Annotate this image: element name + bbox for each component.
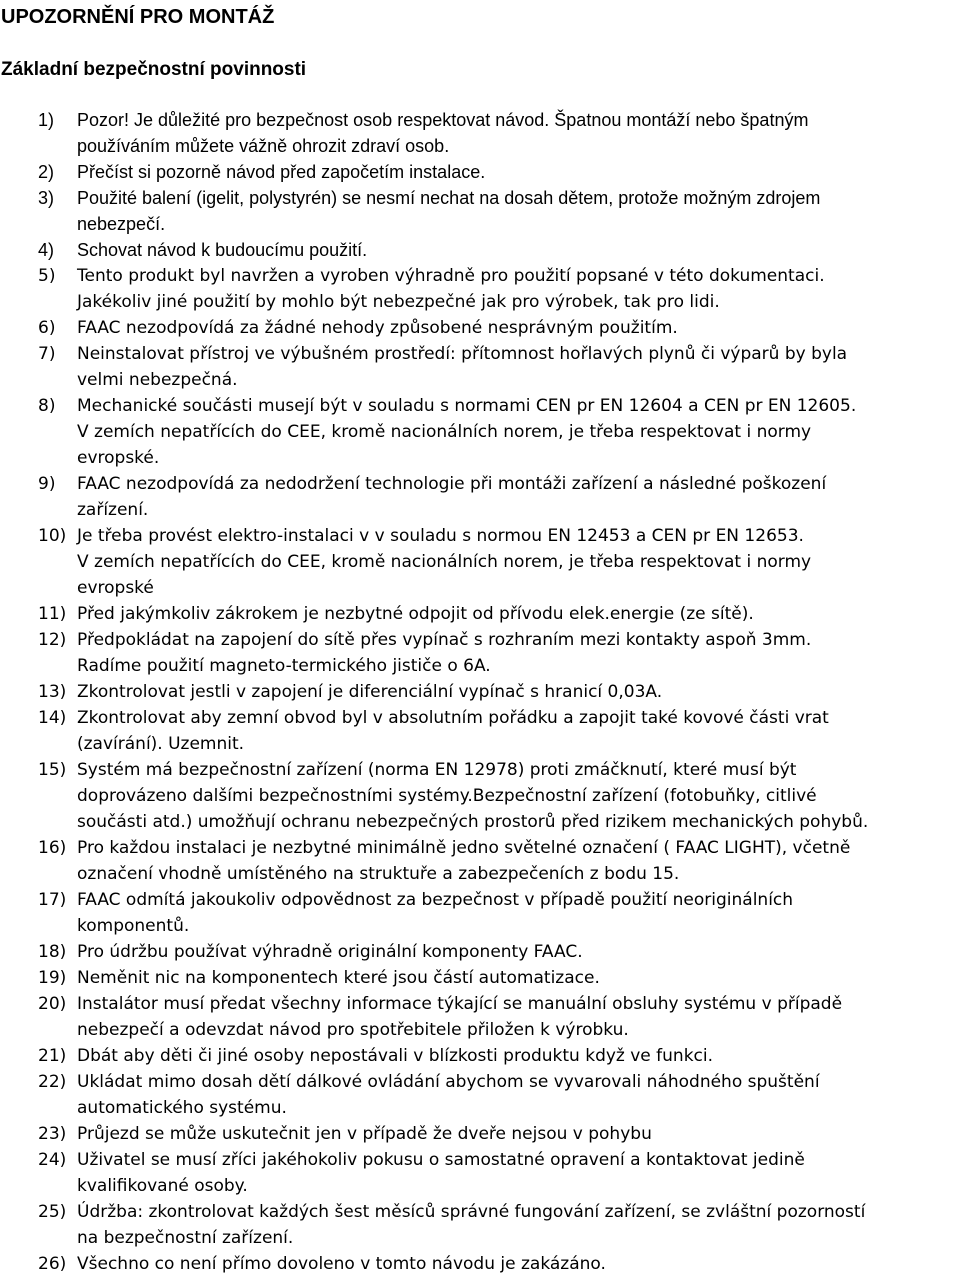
list-item-text bbox=[77, 263, 960, 315]
list-item-text bbox=[77, 107, 960, 159]
list-item-line: na bezpečnostní zařízení. bbox=[77, 1228, 294, 1248]
list-item-text bbox=[77, 159, 960, 185]
list-item-line: používáním můžete vážně ohrozit zdraví osob. bbox=[77, 136, 450, 156]
list-item-text bbox=[77, 341, 960, 393]
list-item bbox=[0, 1043, 960, 1069]
list-item-line: Předpokládat na zapojení do sítě přes vypínač s rozhraním mezi kontakty aspoň 3mm. bbox=[77, 630, 812, 650]
list-item-line: Zkontrolovat jestli v zapojení je diferenciální vypínač s hranicí 0,03A. bbox=[77, 682, 663, 702]
list-item-line: doprovázeno dalšími bezpečnostními systémy.Bezpečnostní zařízení (fotobuňky, citlivé bbox=[77, 786, 817, 806]
list-item bbox=[0, 1199, 960, 1251]
list-item-line: FAAC nezodpovídá za žádné nehody způsobené nesprávným použitím. bbox=[77, 318, 678, 338]
list-item-number: 4) bbox=[38, 240, 55, 260]
list-item-text bbox=[77, 887, 960, 939]
list-item-text bbox=[77, 1251, 960, 1277]
list-item-text bbox=[77, 757, 960, 835]
list-item-line: Pozor! Je důležité pro bezpečnost osob respektovat návod. Špatnou montáží nebo špatným bbox=[77, 110, 809, 130]
list-item-line: Schovat návod k budoucímu použití. bbox=[77, 240, 368, 260]
list-item bbox=[0, 159, 960, 185]
list-item-number: 2) bbox=[38, 162, 55, 182]
section-heading: Základní bezpečnostní povinnosti bbox=[1, 59, 307, 80]
list-item-number: 14) bbox=[38, 708, 67, 728]
list-item-text bbox=[77, 705, 960, 757]
list-item bbox=[0, 887, 960, 939]
list-item-line: evropské bbox=[77, 578, 154, 598]
list-item-number: 8) bbox=[38, 396, 56, 416]
list-item-number: 15) bbox=[38, 760, 67, 780]
list-item-line: Je třeba provést elektro-instalaci v v souladu s normou EN 12453 a CEN pr EN 12653. bbox=[77, 526, 804, 546]
list-item-line: Uživatel se musí zříci jakéhokoliv pokusu o samostatné opravení a kontaktovat jedině bbox=[77, 1150, 805, 1170]
list-item-number: 7) bbox=[38, 344, 56, 364]
list-item-line: nebezpečí a odevzdat návod pro spotřebitele přiložen k výrobku. bbox=[77, 1020, 629, 1040]
list-item-line: Všechno co není přímo dovoleno v tomto návodu je zakázáno. bbox=[77, 1254, 606, 1274]
list-item bbox=[0, 1147, 960, 1199]
list-item-number: 26) bbox=[38, 1254, 67, 1274]
list-item-number: 11) bbox=[38, 604, 67, 624]
list-item-line: označení vhodně umístěného na struktuře a zabezpečeních z bodu 15. bbox=[77, 864, 680, 884]
list-item-text bbox=[77, 1043, 960, 1069]
list-item-line: V zemích nepatřících do CEE, kromě nacionálních norem, je třeba respektovat i normy bbox=[77, 422, 812, 442]
list-item-number: 16) bbox=[38, 838, 67, 858]
list-item-number: 20) bbox=[38, 994, 67, 1014]
list-item-text bbox=[77, 991, 960, 1043]
list-item-line: zařízení. bbox=[77, 500, 149, 520]
list-item-line: Použité balení (igelit, polystyrén) se nesmí nechat na dosah dětem, protože možným zdrojem bbox=[77, 188, 821, 208]
list-item-text bbox=[77, 523, 960, 601]
list-item-line: Před jakýmkoliv zákrokem je nezbytné odpojit od přívodu elek.energie (ze sítě). bbox=[77, 604, 754, 624]
list-item-text bbox=[77, 1069, 960, 1121]
list-item bbox=[0, 1121, 960, 1147]
list-item-line: součásti atd.) umožňují ochranu nebezpečných prostorů před rizikem mechanických pohybů. bbox=[77, 812, 869, 832]
list-item-text bbox=[77, 627, 960, 679]
list-item-line: Pro údržbu používat výhradně originální komponenty FAAC. bbox=[77, 942, 583, 962]
list-item bbox=[0, 341, 960, 393]
list-item bbox=[0, 627, 960, 679]
list-item-text bbox=[77, 315, 960, 341]
list-item-text bbox=[77, 601, 960, 627]
list-item-text bbox=[77, 1147, 960, 1199]
list-item-line: komponentů. bbox=[77, 916, 190, 936]
list-item bbox=[0, 237, 960, 263]
list-item-text bbox=[77, 835, 960, 887]
list-item-line: Ukládat mimo dosah dětí dálkové ovládání abychom se vyvarovali náhodného spuštění bbox=[77, 1072, 820, 1092]
list-item-text bbox=[77, 185, 960, 237]
list-item-line: evropské. bbox=[77, 448, 160, 468]
list-item-line: FAAC odmítá jakoukoliv odpovědnost za bezpečnost v případě použití neoriginálních bbox=[77, 890, 794, 910]
list-item-text bbox=[77, 679, 960, 705]
list-item-line: Neinstalovat přístroj ve výbušném prostředí: přítomnost hořlavých plynů či výparů by byla bbox=[77, 344, 848, 364]
list-item bbox=[0, 315, 960, 341]
list-item-line: velmi nebezpečná. bbox=[77, 370, 238, 390]
list-item-line: Údržba: zkontrolovat každých šest měsíců správné fungování zařízení, se zvláštní pozorností bbox=[77, 1202, 866, 1222]
list-item bbox=[0, 523, 960, 601]
list-item bbox=[0, 471, 960, 523]
list-item-number: 12) bbox=[38, 630, 67, 650]
list-item-line: Pro každou instalaci je nezbytné minimálně jedno světelné označení ( FAAC LIGHT), včetně bbox=[77, 838, 851, 858]
list-item bbox=[0, 965, 960, 991]
list-item-line: automatického systému. bbox=[77, 1098, 287, 1118]
list-item-line: nebezpečí. bbox=[77, 214, 166, 234]
list-item-number: 3) bbox=[38, 188, 55, 208]
list-item-text bbox=[77, 1199, 960, 1251]
list-item-line: kvalifikované osoby. bbox=[77, 1176, 248, 1196]
list-item-line: Neměnit nic na komponentech které jsou částí automatizace. bbox=[77, 968, 600, 988]
list-item-number: 19) bbox=[38, 968, 67, 988]
list-item bbox=[0, 991, 960, 1043]
list-item-line: Mechanické součásti musejí být v souladu s normami CEN pr EN 12604 a CEN pr EN 12605. bbox=[77, 396, 857, 416]
list-item bbox=[0, 679, 960, 705]
safety-rules-list bbox=[0, 107, 960, 1277]
list-item bbox=[0, 1069, 960, 1121]
list-item-line: Instalátor musí předat všechny informace týkající se manuální obsluhy systému v případě bbox=[77, 994, 843, 1014]
list-item-number: 13) bbox=[38, 682, 67, 702]
list-item-line: Zkontrolovat aby zemní obvod byl v absolutním pořádku a zapojit také kovové části vrat bbox=[77, 708, 829, 728]
list-item bbox=[0, 185, 960, 237]
list-item bbox=[0, 393, 960, 471]
list-item-text bbox=[77, 965, 960, 991]
list-item-number: 5) bbox=[38, 266, 56, 286]
list-item-text bbox=[77, 393, 960, 471]
list-item-line: Radíme použití magneto-termického jističe o 6A. bbox=[77, 656, 491, 676]
list-item-number: 24) bbox=[38, 1150, 67, 1170]
list-item bbox=[0, 939, 960, 965]
list-item-number: 18) bbox=[38, 942, 67, 962]
list-item-number: 21) bbox=[38, 1046, 67, 1066]
list-item-number: 22) bbox=[38, 1072, 67, 1092]
list-item-line: (zavírání). Uzemnit. bbox=[77, 734, 245, 754]
list-item-text bbox=[77, 939, 960, 965]
list-item-line: Přečíst si pozorně návod před započetím instalace. bbox=[77, 162, 486, 182]
list-item-line: V zemích nepatřících do CEE, kromě nacionálních norem, je třeba respektovat i normy bbox=[77, 552, 812, 572]
list-item bbox=[0, 107, 960, 159]
list-item-line: Jakékoliv jiné použití by mohlo být nebezpečné jak pro výrobek, tak pro lidi. bbox=[77, 292, 720, 312]
list-item bbox=[0, 263, 960, 315]
page-title: UPOZORNĚNÍ PRO MONTÁŽ bbox=[1, 6, 275, 28]
list-item-number: 6) bbox=[38, 318, 56, 338]
list-item-number: 25) bbox=[38, 1202, 67, 1222]
list-item bbox=[0, 705, 960, 757]
list-item-number: 23) bbox=[38, 1124, 67, 1144]
list-item-number: 1) bbox=[38, 110, 55, 130]
list-item-line: Systém má bezpečnostní zařízení (norma EN 12978) proti zmáčknutí, které musí být bbox=[77, 760, 797, 780]
list-item-text bbox=[77, 471, 960, 523]
list-item-number: 10) bbox=[38, 526, 67, 546]
list-item-line: Průjezd se může uskutečnit jen v případě že dveře nejsou v pohybu bbox=[77, 1124, 652, 1144]
list-item bbox=[0, 757, 960, 835]
list-item-line: Dbát aby děti či jiné osoby nepostávali v blízkosti produktu když ve funkci. bbox=[77, 1046, 714, 1066]
list-item bbox=[0, 835, 960, 887]
list-item bbox=[0, 1251, 960, 1277]
list-item bbox=[0, 601, 960, 627]
list-item-line: Tento produkt byl navržen a vyroben výhradně pro použití popsané v této dokumentaci. bbox=[77, 266, 825, 286]
list-item-line: FAAC nezodpovídá za nedodržení technologie při montáži zařízení a následné poškození bbox=[77, 474, 827, 494]
list-item-text bbox=[77, 237, 960, 263]
list-item-number: 17) bbox=[38, 890, 67, 910]
list-item-text bbox=[77, 1121, 960, 1147]
list-item-number: 9) bbox=[38, 474, 56, 494]
